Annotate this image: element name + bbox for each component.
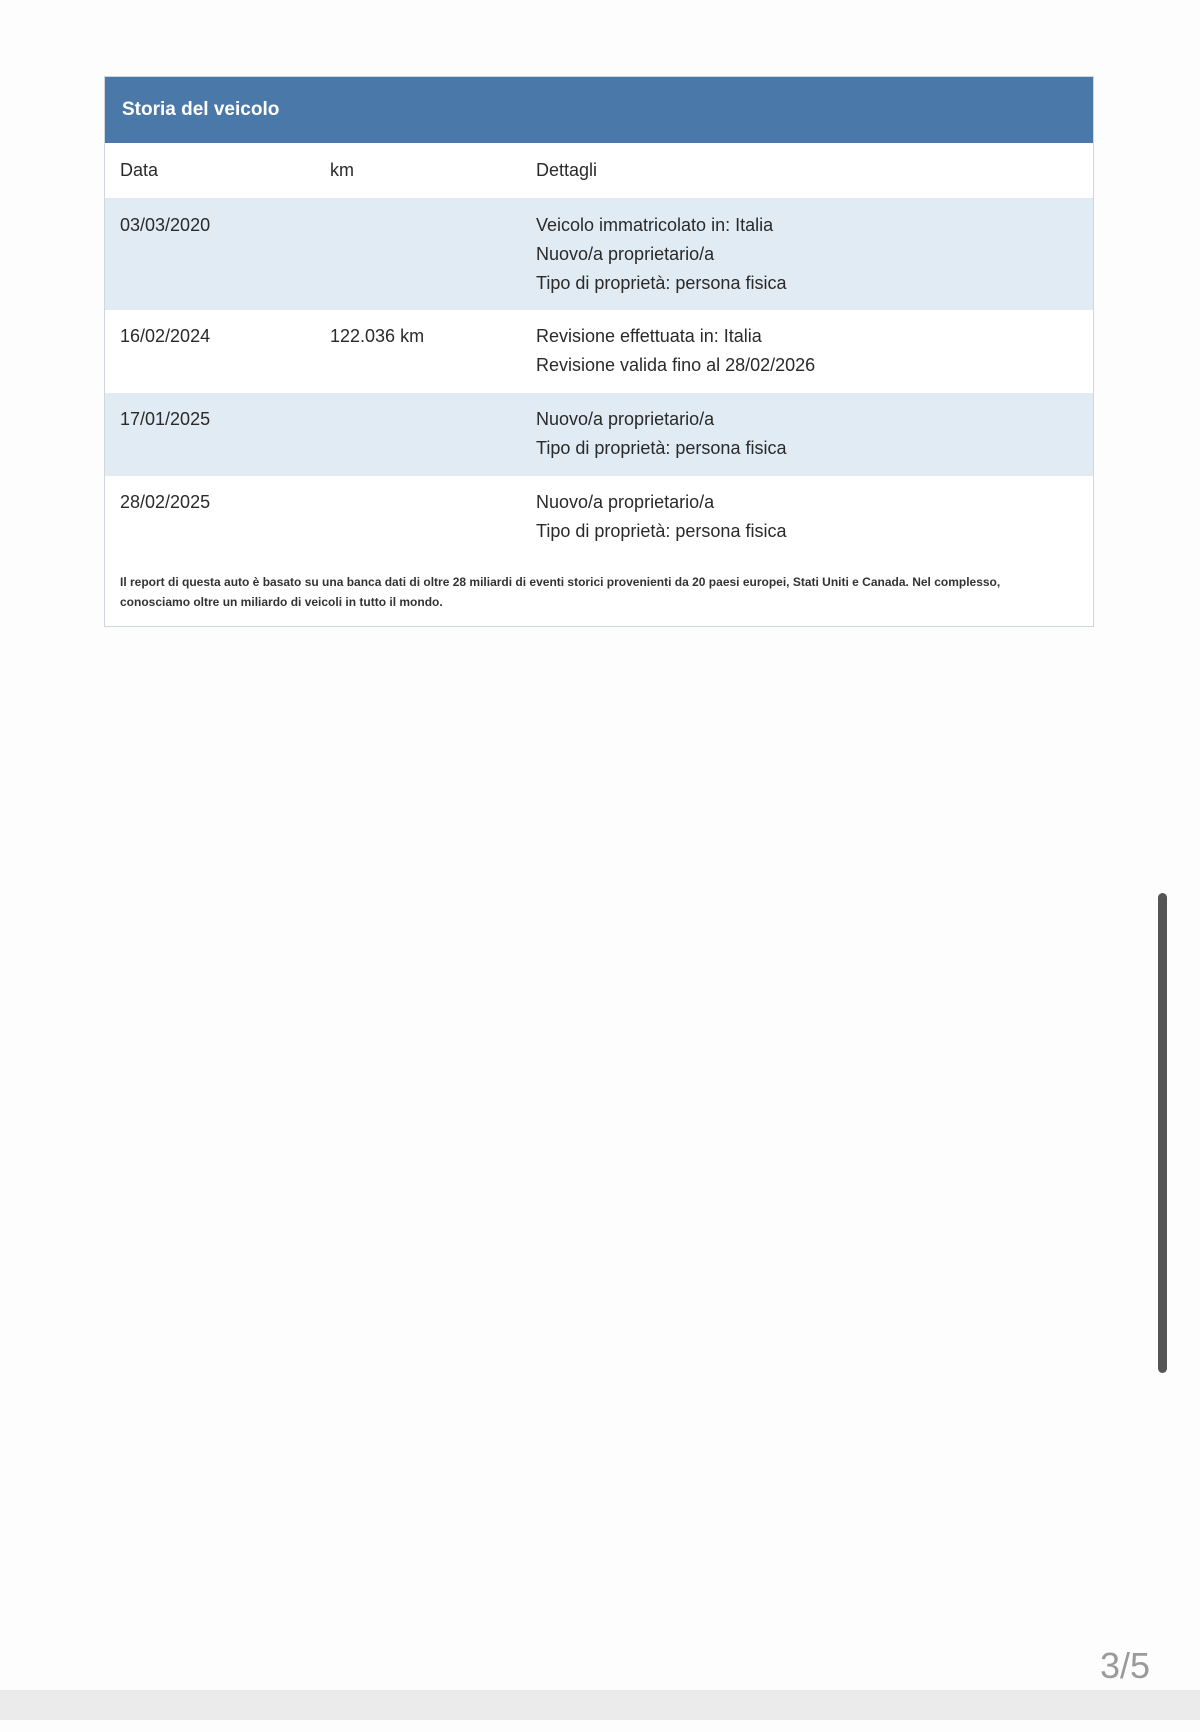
detail-line: Nuovo/a proprietario/a bbox=[536, 492, 715, 512]
detail-line: Nuovo/a proprietario/a bbox=[536, 409, 715, 429]
bottom-bar bbox=[0, 1690, 1200, 1720]
row-km bbox=[330, 476, 536, 558]
column-header-km: km bbox=[330, 143, 536, 199]
report-footnote: Il report di questa auto è basato su una banca dati di oltre 28 miliardi di eventi storici provenienti da 20 paesi europei, Stati Uniti e Canada. Nel complesso, conosciamo oltre un miliardo di veicoli in tutto il mondo. bbox=[120, 575, 1001, 609]
detail-line: Tipo di proprietà: persona fisica bbox=[536, 521, 787, 541]
row-km bbox=[330, 199, 536, 311]
table-row bbox=[105, 476, 1093, 558]
table-row bbox=[105, 393, 1093, 476]
vehicle-history-card bbox=[104, 76, 1094, 627]
column-header-date: Data bbox=[105, 143, 330, 199]
table-row bbox=[105, 310, 1093, 393]
history-table bbox=[105, 143, 1093, 558]
row-date: 03/03/2020 bbox=[105, 199, 330, 311]
detail-line: Revisione valida fino al 28/02/2026 bbox=[536, 355, 816, 375]
card-header bbox=[105, 77, 1093, 143]
row-details bbox=[536, 199, 1093, 311]
row-date: 16/02/2024 bbox=[120, 326, 211, 346]
row-km: 122.036 km bbox=[330, 326, 425, 346]
detail-line: Nuovo/a proprietario/a bbox=[536, 244, 715, 264]
page-indicator: 3/5 bbox=[1099, 1645, 1150, 1686]
row-date: 17/01/2025 bbox=[105, 393, 330, 476]
detail-line: Tipo di proprietà: persona fisica bbox=[536, 273, 787, 293]
detail-line: Veicolo immatricolato in: Italia bbox=[536, 215, 774, 235]
detail-line: Revisione effettuata in: Italia bbox=[536, 326, 762, 346]
row-details bbox=[536, 310, 1093, 393]
column-header-details: Dettagli bbox=[536, 143, 1093, 199]
row-details bbox=[536, 476, 1093, 558]
row-km bbox=[330, 393, 536, 476]
table-row bbox=[105, 199, 1093, 311]
row-date: 28/02/2025 bbox=[120, 492, 211, 512]
row-details bbox=[536, 393, 1093, 476]
card-title: Storia del veicolo bbox=[122, 99, 280, 120]
vertical-scrollbar[interactable] bbox=[1158, 893, 1167, 1373]
detail-line: Tipo di proprietà: persona fisica bbox=[536, 438, 787, 458]
table-header-row bbox=[105, 143, 1093, 199]
